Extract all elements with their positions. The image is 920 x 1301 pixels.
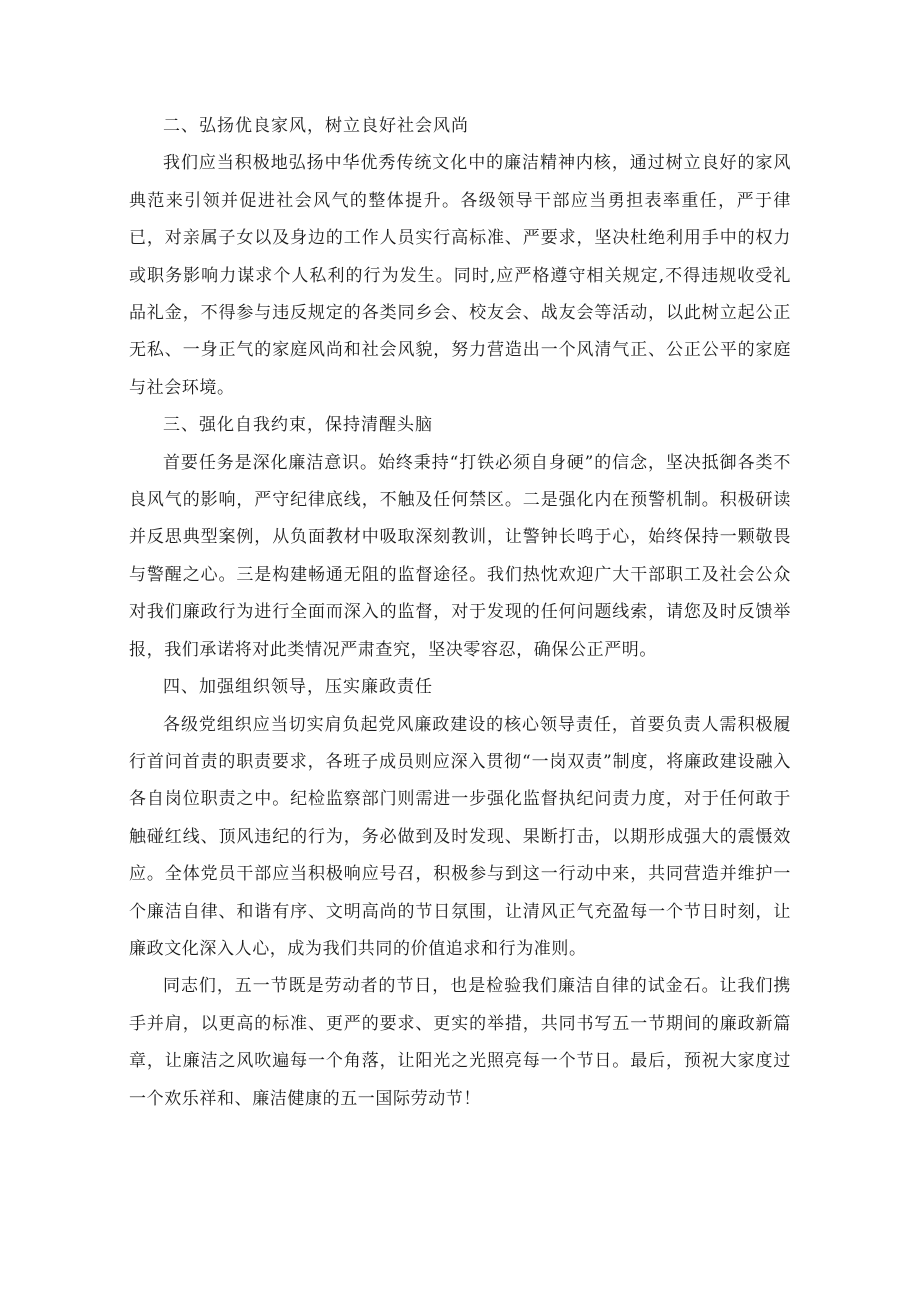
document-body <box>129 108 791 1118</box>
section-4-paragraph: 各级党组织应当切实肩负起党风廉政建设的核心领导责任，首要负责人需积极履行首问首责的职责要求，各班子成员则应深入贯彻“一岗双责”制度，将廉政建设融入各自岗位职责之中。纪检监察部门则需进一步强化监督执纪问责力度，对于任何敢于触碰红线、顶风违纪的行为，务必做到及时发现、果断打击，以期形成强大的震慑效应。全体党员干部应当积极响应号召，积极参与到这一行动中来，共同营造并维护一个廉洁自律、和谐有序、文明高尚的节日氛围，让清风正气充盈每一个节日时刻，让廉政文化深入人心，成为我们共同的价值追求和行为准则。 <box>129 714 791 959</box>
section-2-paragraph: 我们应当积极地弘扬中华优秀传统文化中的廉洁精神内核，通过树立良好的家风典范来引领并促进社会风气的整体提升。各级领导干部应当勇担表率重任，严于律已，对亲属子女以及身边的工作人员实行高标准、严要求，坚决杜绝利用手中的权力或职务影响力谋求个人私利的行为发生。同时,应严格遵守相关规定,不得违规收受礼品礼金，不得参与违反规定的各类同乡会、校友会、战友会等活动，以此树立起公正无私、一身正气的家庭风尚和社会风貌，努力营造出一个风清气正、公正公平的家庭与社会环境。 <box>129 153 791 398</box>
section-heading-4: 四、加强组织领导，压实廉政责任 <box>163 677 433 698</box>
section-heading-2: 二、弘扬优良家风，树立良好社会风尚 <box>163 116 469 136</box>
section-heading-3: 三、强化自我约束，保持清醒头脑 <box>163 415 433 436</box>
section-3-paragraph: 首要任务是深化廉洁意识。始终秉持“打铁必须自身硬”的信念，坚决抵御各类不良风气的影响，严守纪律底线，不触及任何禁区。二是强化内在预警机制。积极研读并反思典型案例，从负面教材中吸取深刻教训，让警钟长鸣于心，始终保持一颗敬畏与警醒之心。三是构建畅通无阻的监督途径。我们热忱欢迎广大干部职工及社会公众对我们廉政行为进行全面而深入的监督，对于发现的任何问题线索，请您及时反馈举报，我们承诺将对此类情况严肃查究，坚决零容忍，确保公正严明。 <box>129 452 791 660</box>
closing-paragraph: 同志们，五一节既是劳动者的节日，也是检验我们廉洁自律的试金石。让我们携手并肩，以更高的标准、更严的要求、更实的举措，共同书写五一节期间的廉政新篇章，让廉洁之风吹遍每一个角落，让阳光之光照亮每一个节日。最后，预祝大家度过一个欢乐祥和、廉洁健康的五一国际劳动节！ <box>129 976 791 1109</box>
